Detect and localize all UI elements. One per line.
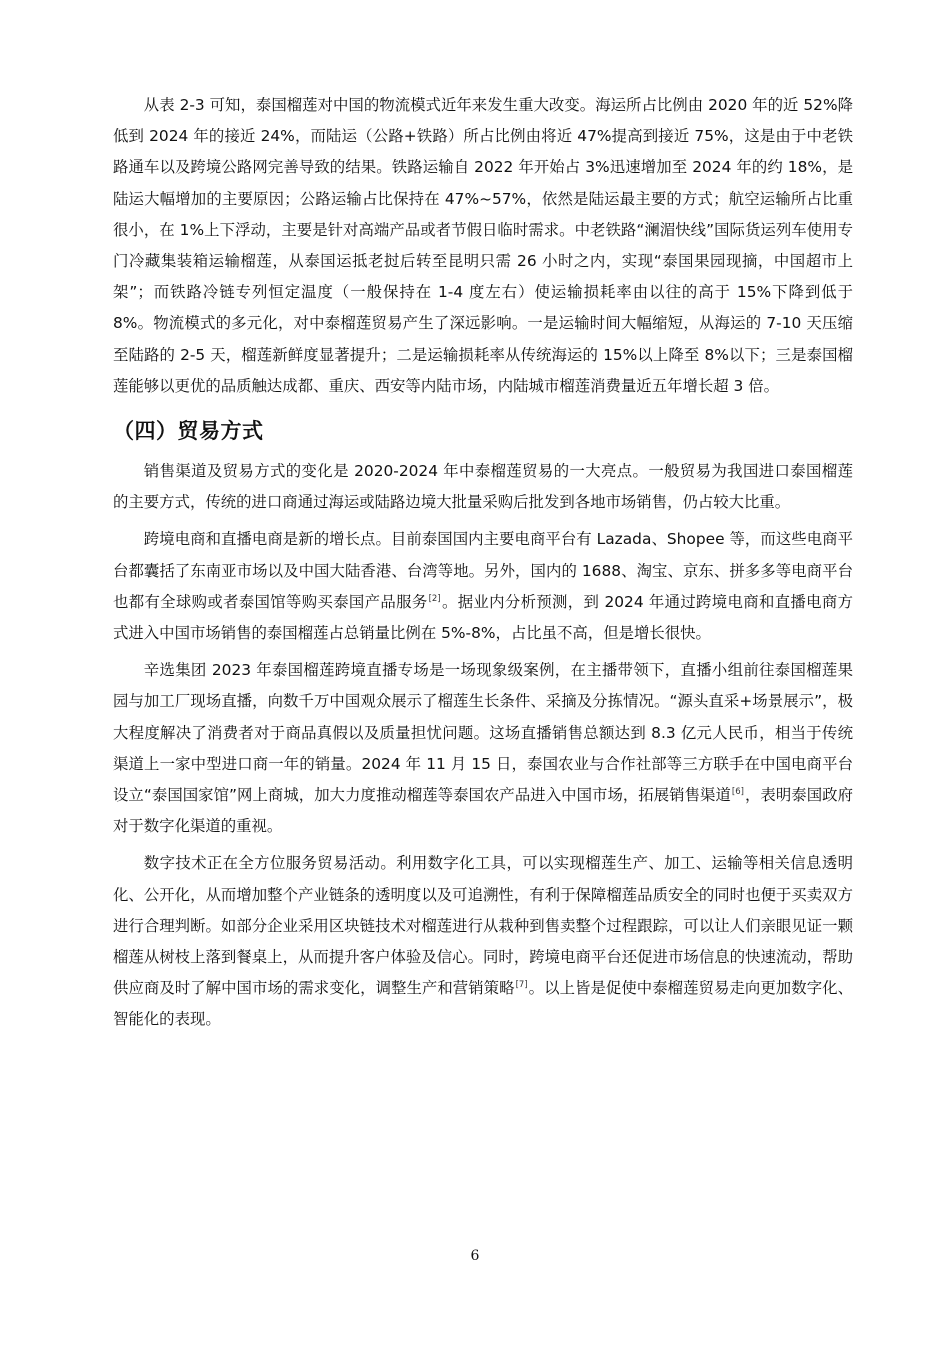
page-number: 6	[470, 1248, 480, 1264]
paragraph-text: 。据业内分析预测，到 2024 年通过跨境电商和直播电商方式进入中国市场销售的泰国榴莲占总销量比例在 5%-8%，占比虽不高，但是增长很快。	[113, 592, 853, 643]
paragraph-text: 跨境电商和直播电商是新的增长点。目前泰国国内主要电商平台有 Lazada、Shopee 等，而这些电商平台都囊括了东南亚市场以及中国大陆香港、台湾等地。另外，国内的 1688、淘宝、京东、拼多多等电商平台也都有全球购或者泰国馆等购买泰国产品服务	[113, 530, 853, 611]
page-content	[113, 90, 853, 1036]
body-paragraph: 销售渠道及贸易方式的变化是 2020-2024 年中泰榴莲贸易的一大亮点。一般贸易为我国进口泰国榴莲的主要方式，传统的进口商通过海运或陆路边境大批量采购后批发到各地市场销售，仍占较大比重。	[113, 462, 853, 512]
body-paragraph	[113, 655, 853, 842]
body-paragraph	[113, 524, 853, 649]
paragraph-text: 辛选集团 2023 年泰国榴莲跨境直播专场是一场现象级案例，在主播带领下，直播小组前往泰国榴莲果园与加工厂现场直播，向数千万中国观众展示了榴莲生长条件、采摘及分拣情况。“源头直采+场景展示”，极大程度解决了消费者对于商品真假以及质量担忧问题。这场直播销售总额达到 8.3 亿元人民币，相当于传统渠道上一家中型进口商一年的销量。2024 年 11 月 15 日，泰国农业与合作社部等三方联手在中国电商平台设立“泰国国家馆”网上商城，加大力度推动榴莲等泰国农产品进入中国市场，拓展销售渠道	[113, 661, 853, 805]
paragraph-text: 。以上皆是促使中泰榴莲贸易走向更加数字化、智能化的表现。	[113, 979, 853, 1029]
body-paragraph: 从表 2-3 可知，泰国榴莲对中国的物流模式近年来发生重大改变。海运所占比例由 2020 年的近 52%降低到 2024 年的接近 24%，而陆运（公路+铁路）所占比例由将近 47%提高到接近 75%，这是由于中老铁路通车以及跨境公路网完善导致的结果。铁路运输自 2022 年开始占 3%迅速增加至 2024 年的约 18%，是陆运大幅增加的主要原因；公路运输占比保持在 47%~57%，依然是陆运最主要的方式；航空运输所占比重很小，在 1%上下浮动，主要是针对高端产品或者节假日临时需求。中老铁路“澜湄快线”国际货运列车使用专门冷藏集装箱运输榴莲，从泰国运抵老挝后转至昆明只需 26 小时之内，实现“泰国果园现摘，中国超市上架”；而铁路冷链专列恒定温度（一般保持在 1-4 度左右）使运输损耗率由以往的高于 15%下降到低于 8%。物流模式的多元化，对中泰榴莲贸易产生了深远影响。一是运输时间大幅缩短，从海运的 7-10 天压缩至陆路的 2-5 天，榴莲新鲜度显著提升；二是运输损耗率从传统海运的 15%以上降至 8%以下；三是泰国榴莲能够以更优的品质触达成都、重庆、西安等内陆市场，内陆城市榴莲消费量近五年增长超 3 倍。	[113, 96, 853, 395]
citation-reference[interactable]: [7]	[515, 980, 528, 991]
paragraph-text: ，表明泰国政府对于数字化渠道的重视。	[113, 786, 853, 836]
section-heading: （四）贸易方式	[113, 419, 264, 444]
citation-reference[interactable]: [6]	[731, 786, 744, 797]
body-paragraph	[113, 848, 853, 1035]
citation-reference[interactable]: [2]	[428, 593, 441, 604]
paragraph-text: 数字技术正在全方位服务贸易活动。利用数字化工具，可以实现榴莲生产、加工、运输等相关信息透明化、公开化，从而增加整个产业链条的透明度以及可追溯性，有利于保障榴莲品质安全的同时也便于买卖双方进行合理判断。如部分企业采用区块链技术对榴莲进行从栽种到售卖整个过程跟踪，可以让人们亲眼见证一颗榴莲从树枝上落到餐桌上，从而提升客户体验及信心。同时，跨境电商平台还促进市场信息的快速流动，帮助供应商及时了解中国市场的需求变化，调整生产和营销策略	[113, 854, 853, 998]
